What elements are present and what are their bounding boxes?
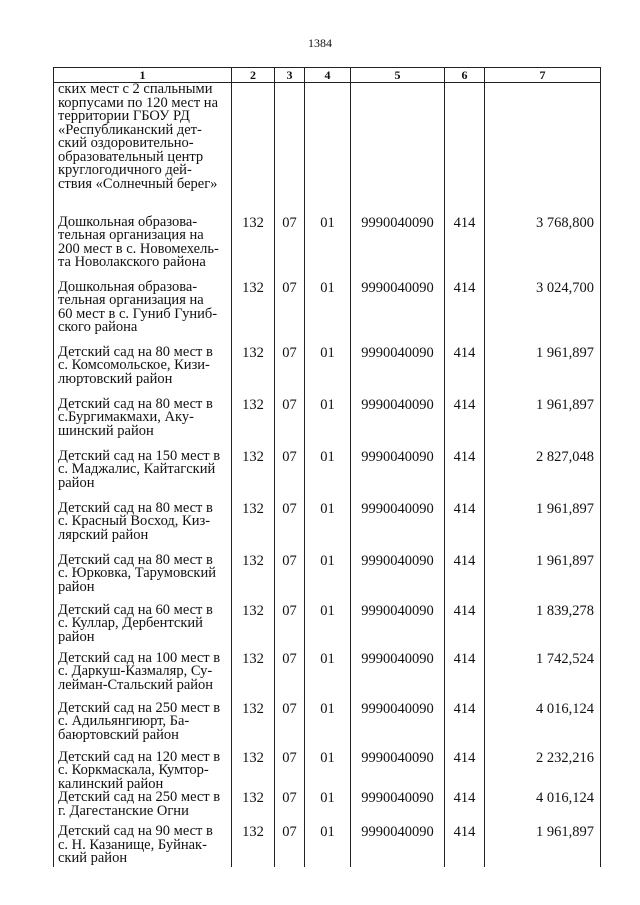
ministry-code-cell-text: 132	[242, 749, 264, 766]
column-header: 6	[445, 68, 485, 83]
section-code-cell-text: 07	[282, 214, 297, 231]
amount-cell	[485, 281, 601, 346]
target-article-cell	[351, 791, 445, 825]
ministry-code-cell	[232, 825, 275, 867]
expense-type-cell-text: 414	[453, 790, 476, 806]
target-article-cell	[351, 502, 445, 554]
target-article-cell	[351, 751, 445, 792]
subsection-code-cell-text: 01	[320, 552, 335, 569]
row-name-cell	[54, 213, 232, 281]
target-article-cell	[351, 346, 445, 398]
target-article-cell	[351, 450, 445, 502]
ministry-code-cell-text: 132	[242, 824, 264, 840]
row-name-cell	[54, 791, 232, 825]
subsection-code-cell-text: 01	[320, 749, 335, 766]
ministry-code-cell-text: 132	[242, 700, 264, 717]
amount-cell-text: 1 961,897	[536, 552, 594, 569]
subsection-code-cell-text: 01	[320, 344, 335, 361]
column-header: 1	[54, 68, 232, 83]
row-name-cell-text: Дошкольная образова- тельная организация на 60 мест в с. Гуниб Гуниб- ского района	[58, 278, 218, 335]
amount-cell-text: 1 961,897	[536, 396, 594, 413]
target-article-cell-text: 9990040090	[361, 824, 434, 840]
row-name-cell	[54, 551, 232, 604]
table-row	[54, 346, 601, 398]
subsection-code-cell-text: 01	[320, 824, 335, 840]
column-header: 4	[305, 68, 351, 83]
subsection-code-cell	[305, 554, 351, 604]
expense-type-cell-text: 414	[453, 448, 476, 465]
column-header: 3	[275, 68, 305, 83]
row-name-cell	[54, 601, 232, 652]
target-article-cell-text: 9990040090	[361, 790, 434, 806]
subsection-code-cell	[305, 450, 351, 502]
subsection-code-cell	[305, 751, 351, 792]
ministry-code-cell	[232, 554, 275, 604]
target-article-cell	[351, 281, 445, 346]
ministry-code-cell-text: 132	[242, 602, 264, 619]
target-article-cell-text: 9990040090	[361, 602, 434, 619]
target-article-cell	[351, 702, 445, 751]
row-name-cell-text: Детский сад на 90 мест в с. Н. Казанище, Буйнак- ский район	[58, 823, 213, 866]
table-row	[54, 216, 601, 281]
section-code-cell	[275, 502, 305, 554]
row-name-cell	[54, 649, 232, 702]
table-row	[54, 554, 601, 604]
section-code-cell-text: 07	[282, 650, 297, 667]
ministry-code-cell	[232, 281, 275, 346]
expense-type-cell	[445, 751, 485, 792]
table-row	[54, 791, 601, 825]
ministry-code-cell-text: 132	[242, 790, 264, 806]
amount-cell-text: 1 961,897	[536, 344, 594, 361]
section-code-cell-text: 07	[282, 448, 297, 465]
expense-type-cell	[445, 398, 485, 450]
expense-type-cell-text: 414	[453, 749, 476, 766]
target-article-cell-text: 9990040090	[361, 279, 434, 296]
ministry-code-cell	[232, 652, 275, 702]
ministry-code-cell-text: 132	[242, 650, 264, 667]
subsection-code-cell	[305, 281, 351, 346]
subsection-code-cell	[305, 825, 351, 867]
expense-type-cell	[445, 281, 485, 346]
ministry-code-cell	[232, 346, 275, 398]
target-article-cell-text: 9990040090	[361, 396, 434, 413]
expense-type-cell-text: 414	[453, 824, 476, 840]
row-name-cell-text: Детский сад на 80 мест в с. Комсомольское, Кизи- люртовский район	[58, 343, 213, 387]
column-header: 7	[485, 68, 601, 83]
expense-type-cell-text: 414	[453, 602, 476, 619]
expense-type-cell	[445, 652, 485, 702]
section-code-cell	[275, 604, 305, 652]
row-name-cell	[54, 748, 232, 792]
section-code-cell	[275, 216, 305, 281]
row-name-cell-text: Детский сад на 80 мест в с.Бургимакмахи, Аку- шинский район	[58, 395, 213, 439]
section-code-cell	[275, 825, 305, 867]
expense-type-cell	[445, 216, 485, 281]
amount-cell-text: 1 839,278	[536, 602, 594, 619]
expense-type-cell	[445, 83, 485, 216]
target-article-cell	[351, 825, 445, 867]
table-row	[54, 825, 601, 867]
target-article-cell-text: 9990040090	[361, 650, 434, 667]
amount-cell	[485, 450, 601, 502]
amount-cell-text: 2 827,048	[536, 448, 594, 465]
section-code-cell	[275, 346, 305, 398]
target-article-cell-text: 9990040090	[361, 344, 434, 361]
amount-cell	[485, 652, 601, 702]
amount-cell	[485, 825, 601, 867]
expense-type-cell-text: 414	[453, 279, 476, 296]
row-name-cell-text: Детский сад на 80 мест в с. Красный Восход, Киз- лярский район	[58, 499, 213, 543]
row-name-cell	[54, 278, 232, 346]
ministry-code-cell-text: 132	[242, 500, 264, 517]
target-article-cell	[351, 554, 445, 604]
target-article-cell-text: 9990040090	[361, 552, 434, 569]
ministry-code-cell	[232, 502, 275, 554]
section-code-cell	[275, 791, 305, 825]
subsection-code-cell	[305, 604, 351, 652]
ministry-code-cell-text: 132	[242, 279, 264, 296]
expense-type-cell	[445, 346, 485, 398]
subsection-code-cell-text: 01	[320, 448, 335, 465]
amount-cell	[485, 702, 601, 751]
expense-type-cell-text: 414	[453, 344, 476, 361]
expense-type-cell	[445, 702, 485, 751]
target-article-cell-text: 9990040090	[361, 500, 434, 517]
amount-cell	[485, 502, 601, 554]
expense-type-cell-text: 414	[453, 214, 476, 231]
row-name-cell-text: Детский сад на 100 мест в с. Даркуш-Казмаляр, Су- лейман-Стальский район	[58, 649, 221, 693]
table-row	[54, 604, 601, 652]
expense-type-cell	[445, 825, 485, 867]
target-article-cell	[351, 398, 445, 450]
table-row	[54, 652, 601, 702]
ministry-code-cell-text: 132	[242, 396, 264, 413]
section-code-cell	[275, 281, 305, 346]
amount-cell	[485, 346, 601, 398]
section-code-cell-text: 07	[282, 396, 297, 413]
section-code-cell-text: 07	[282, 279, 297, 296]
table-row	[54, 281, 601, 346]
subsection-code-cell-text: 01	[320, 396, 335, 413]
table-row	[54, 751, 601, 792]
subsection-code-cell-text: 01	[320, 214, 335, 231]
amount-cell-text: 1 961,897	[536, 500, 594, 517]
amount-cell	[485, 83, 601, 216]
ministry-code-cell	[232, 216, 275, 281]
expense-type-cell-text: 414	[453, 700, 476, 717]
target-article-cell-text: 9990040090	[361, 214, 434, 231]
column-header: 2	[232, 68, 275, 83]
expense-type-cell	[445, 450, 485, 502]
target-article-cell-text: 9990040090	[361, 700, 434, 717]
expense-type-cell-text: 414	[453, 396, 476, 413]
section-code-cell-text: 07	[282, 790, 297, 806]
subsection-code-cell	[305, 346, 351, 398]
table-row	[54, 502, 601, 554]
amount-cell	[485, 398, 601, 450]
subsection-code-cell	[305, 652, 351, 702]
amount-cell-text: 3 024,700	[536, 279, 594, 296]
section-code-cell	[275, 751, 305, 792]
row-name-cell	[54, 395, 232, 450]
row-name-cell	[54, 499, 232, 554]
section-code-cell	[275, 652, 305, 702]
amount-cell	[485, 554, 601, 604]
subsection-code-cell-text: 01	[320, 500, 335, 517]
section-code-cell	[275, 554, 305, 604]
expense-type-cell-text: 414	[453, 500, 476, 517]
section-code-cell-text: 07	[282, 824, 297, 840]
subsection-code-cell	[305, 702, 351, 751]
expense-type-cell	[445, 604, 485, 652]
section-code-cell-text: 07	[282, 552, 297, 569]
target-article-cell	[351, 604, 445, 652]
target-article-cell	[351, 652, 445, 702]
row-name-cell	[54, 83, 232, 216]
row-name-cell	[54, 343, 232, 398]
amount-cell	[485, 216, 601, 281]
ministry-code-cell	[232, 702, 275, 751]
row-name-cell-text: Детский сад на 120 мест в с. Коркмаскала, Кумтор- калинский район	[58, 748, 221, 792]
expense-type-cell	[445, 791, 485, 825]
table-row	[54, 83, 601, 216]
subsection-code-cell-text: 01	[320, 700, 335, 717]
row-name-cell	[54, 825, 232, 867]
subsection-code-cell	[305, 216, 351, 281]
section-code-cell-text: 07	[282, 602, 297, 619]
ministry-code-cell	[232, 83, 275, 216]
amount-cell-text: 1 961,897	[536, 824, 594, 840]
amount-cell-text: 4 016,124	[536, 700, 594, 717]
amount-cell	[485, 751, 601, 792]
section-code-cell	[275, 83, 305, 216]
expense-type-cell	[445, 554, 485, 604]
amount-cell-text: 3 768,800	[536, 214, 594, 231]
section-code-cell	[275, 450, 305, 502]
table-row	[54, 702, 601, 751]
ministry-code-cell-text: 132	[242, 552, 264, 569]
target-article-cell	[351, 83, 445, 216]
row-name-cell-text: Дошкольная образова- тельная организация на 200 мест в с. Новомехель- та Новолакского района	[58, 213, 219, 270]
section-code-cell-text: 07	[282, 344, 297, 361]
section-code-cell-text: 07	[282, 700, 297, 717]
column-header: 5	[351, 68, 445, 83]
budget-table	[53, 67, 601, 867]
subsection-code-cell	[305, 83, 351, 216]
expense-type-cell	[445, 502, 485, 554]
subsection-code-cell-text: 01	[320, 602, 335, 619]
row-name-cell-text: Детский сад на 250 мест в г. Дагестанские Огни	[58, 789, 221, 819]
section-code-cell	[275, 398, 305, 450]
ministry-code-cell	[232, 604, 275, 652]
ministry-code-cell	[232, 398, 275, 450]
row-name-cell	[54, 447, 232, 502]
row-name-cell-text: Детский сад на 80 мест в с. Юрковка, Тарумовский район	[58, 551, 216, 595]
amount-cell	[485, 604, 601, 652]
ministry-code-cell	[232, 791, 275, 825]
amount-cell	[485, 791, 601, 825]
expense-type-cell-text: 414	[453, 552, 476, 569]
ministry-code-cell	[232, 450, 275, 502]
subsection-code-cell	[305, 398, 351, 450]
table-row	[54, 450, 601, 502]
table-row	[54, 398, 601, 450]
subsection-code-cell	[305, 791, 351, 825]
target-article-cell-text: 9990040090	[361, 448, 434, 465]
target-article-cell	[351, 216, 445, 281]
section-code-cell-text: 07	[282, 500, 297, 517]
ministry-code-cell	[232, 751, 275, 792]
subsection-code-cell-text: 01	[320, 279, 335, 296]
subsection-code-cell-text: 01	[320, 790, 335, 806]
row-name-cell-text: Детский сад на 60 мест в с. Куллар, Дербентский район	[58, 601, 213, 645]
ministry-code-cell-text: 132	[242, 214, 264, 231]
subsection-code-cell	[305, 502, 351, 554]
amount-cell-text: 1 742,524	[536, 650, 594, 667]
row-name-cell	[54, 699, 232, 751]
ministry-code-cell-text: 132	[242, 344, 264, 361]
expense-type-cell-text: 414	[453, 650, 476, 667]
amount-cell-text: 2 232,216	[536, 749, 594, 766]
amount-cell-text: 4 016,124	[536, 790, 594, 806]
section-code-cell	[275, 702, 305, 751]
row-name-cell-text: Детский сад на 250 мест в с. Адильянгиюрт, Ба- баюртовский район	[58, 699, 221, 743]
target-article-cell-text: 9990040090	[361, 749, 434, 766]
section-code-cell-text: 07	[282, 749, 297, 766]
row-name-cell-text: ских мест с 2 спальными корпусами по 120 мест на территории ГБОУ РД «Республиканский дет- ский оздоровительно- образовательный центр круглогодичного дей- ствия «Солнечный берег»	[58, 81, 219, 192]
row-name-cell-text: Детский сад на 150 мест в с. Маджалис, Кайтагский район	[58, 447, 221, 491]
ministry-code-cell-text: 132	[242, 448, 264, 465]
subsection-code-cell-text: 01	[320, 650, 335, 667]
page-number: 1384	[308, 36, 332, 50]
